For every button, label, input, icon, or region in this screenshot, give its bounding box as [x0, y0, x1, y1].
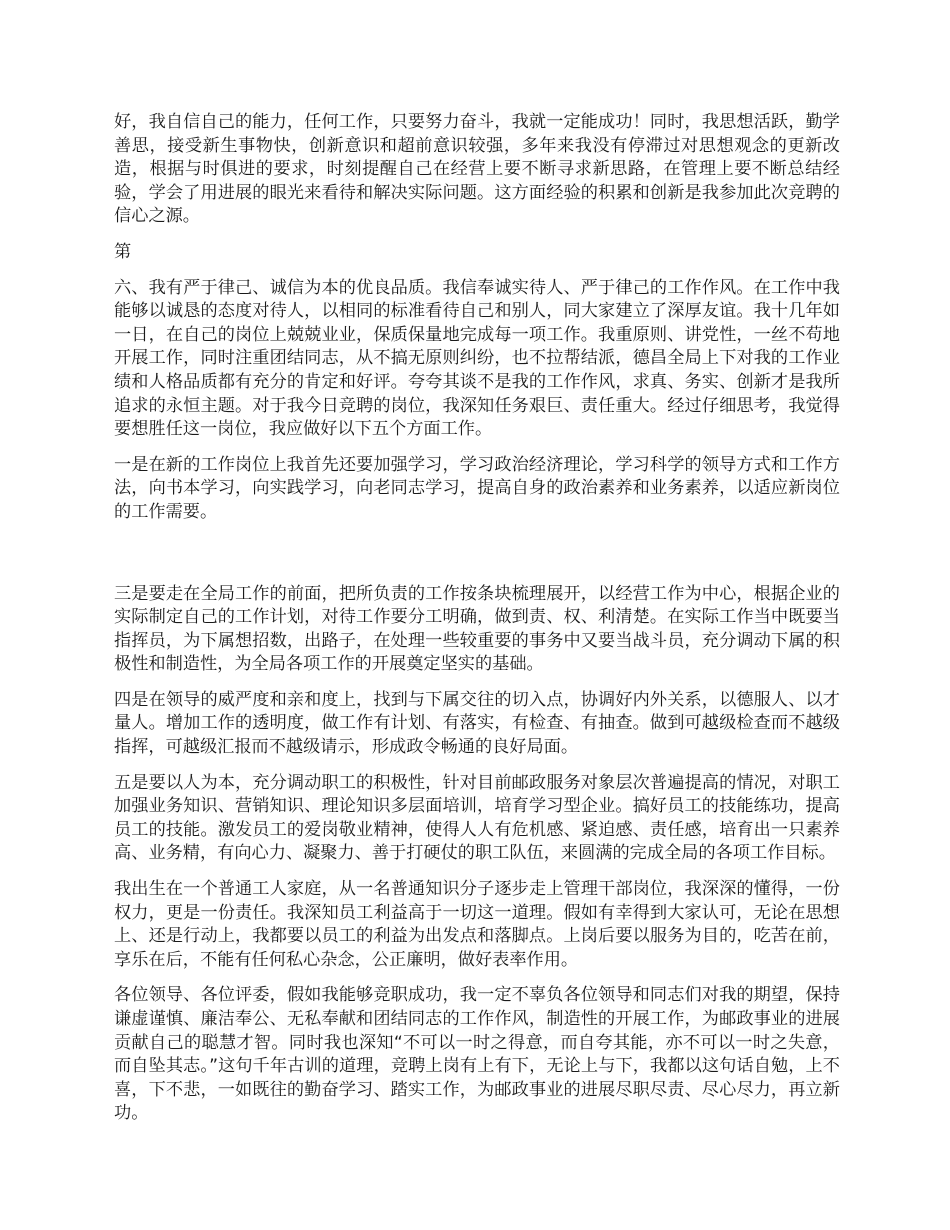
document-page [114, 111, 840, 1138]
paragraph-fragment-di: 第 [114, 241, 132, 262]
paragraph-closing: 各位领导、各位评委，假如我能够竞职成功，我一定不辜负各位领导和同志们对我的期望，保持谦虚谨慎、廉洁奉公、无私奉献和团结同志的工作作风，制造性的开展工作，为邮政事业的进展贡献自己的聪慧才智。同时我也深知“不可以一时之得意，而自夸其能，亦不可以一时之失意，而自坠其志。”这句千年古训的道理，竞聘上岗有上有下，无论上与下，我都以这句话自勉，上不喜，下不悲，一如既往的勤奋学习、踏实工作，为邮政事业的进展尽职尽责、尽心尽力，再立新功。 [114, 985, 840, 1124]
paragraph-plan-five: 五是要以人为本，充分调动职工的积极性，针对目前邮政服务对象层次普遍提高的情况，对职工加强业务知识、营销知识、理论知识多层面培训，培育学习型企业。搞好员工的技能练功，提高员工的技能。激发员工的爱岗敬业精神，使得人人有危机感、紧迫感、责任感，培育出一只素养高、业务精，有向心力、凝聚力、善于打硬仗的职工队伍，来圆满的完成全局的各项工作目标。 [114, 772, 840, 864]
paragraph-plan-one: 一是在新的工作岗位上我首先还要加强学习，学习政治经济理论，学习科学的领导方式和工作方法，向书本学习，向实践学习，向老同志学习，提高自身的政治素养和业务素养，以适应新岗位的工作需要。 [114, 454, 840, 522]
paragraph-intro-confidence: 好，我自信自己的能力，任何工作，只要努力奋斗，我就一定能成功！同时，我思想活跃，勤学善思，接受新生事物快，创新意识和超前意识较强，多年来我没有停滞过对思想观念的更新改造，根据与时俱进的要求，时刻提醒自己在经营上要不断寻求新思路，在管理上要不断总结经验，学会了用进展的眼光来看待和解决实际问题。这方面经验的积累和创新是我参加此次竞聘的信心之源。 [114, 112, 840, 227]
paragraph-background: 我出生在一个普通工人家庭，从一名普通知识分子逐步走上管理干部岗位，我深深的懂得，一份权力，更是一份责任。我深知员工利益高于一切这一道理。假如有幸得到大家认可，无论在思想上、还是行动上，我都要以员工的利益为出发点和落脚点。上岗后要以服务为目的，吃苦在前，享乐在后，不能有任何私心杂念，公正廉明，做好表率作用。 [114, 879, 840, 970]
paragraph-point-six: 六、我有严于律己、诚信为本的优良品质。我信奉诚实待人、严于律己的工作作风。在工作中我能够以诚恳的态度对待人，以相同的标准看待自己和别人，同大家建立了深厚友谊。我十几年如一日，在自己的岗位上兢兢业业，保质保量地完成每一项工作。我重原则、讲党性，一丝不苟地开展工作，同时注重团结同志，从不搞无原则纠纷，也不拉帮结派，德昌全局上下对我的工作业绩和人格品质都有充分的肯定和好评。夸夸其谈不是我的工作作风，求真、务实、创新才是我所追求的永恒主题。对于我今日竞聘的岗位，我深知任务艰巨、责任重大。经过仔细思考，我觉得要想胜任这一岗位，我应做好以下五个方面工作。 [114, 277, 840, 440]
paragraph-plan-three: 三是要走在全局工作的前面，把所负责的工作按条块梳理展开，以经营工作为中心，根据企业的实际制定自己的工作计划，对待工作要分工明确，做到责、权、利清楚。在实际工作当中既要当指挥员，为下属想招数，出路子，在处理一些较重要的事务中又要当战斗员，充分调动下属的积极性和制造性，为全局各项工作的开展奠定坚实的基础。 [114, 583, 840, 675]
paragraph-plan-four: 四是在领导的威严度和亲和度上，找到与下属交往的切入点，协调好内外关系，以德服人、以才量人。增加工作的透明度，做工作有计划、有落实，有检查、有抽查。做到可越级检查而不越级指挥，可越级汇报而不越级请示，形成政令畅通的良好局面。 [114, 689, 840, 758]
